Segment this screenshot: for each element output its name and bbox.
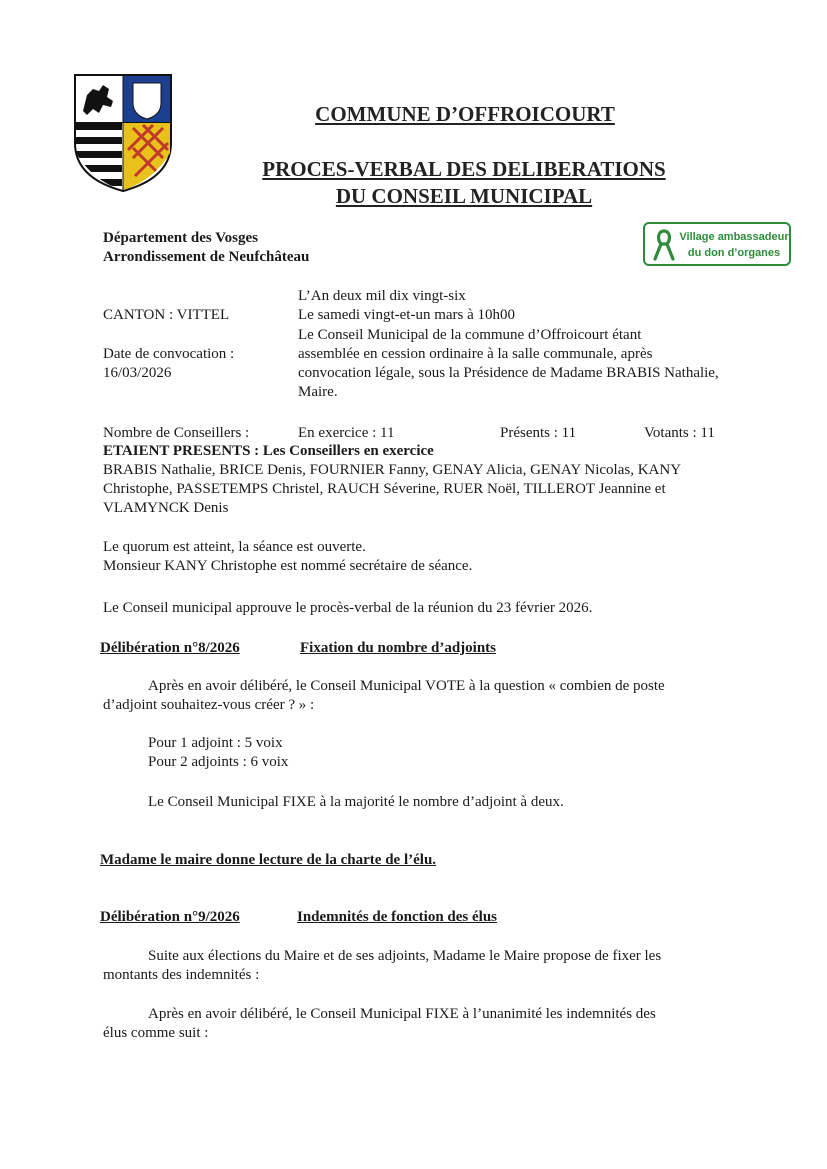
deliberation8-para1-line1: Après en avoir délibéré, le Conseil Municipal VOTE à la question « combien de poste — [148, 678, 665, 694]
presents-heading: ETAIENT PRESENTS : Les Conseillers en exercice — [103, 443, 434, 459]
deliberation9-para1-line2: montants des indemnités : — [103, 967, 260, 983]
count-en-exercice: En exercice : 11 — [298, 425, 395, 441]
deliberation8-para1-line2: d’adjoint souhaitez-vous créer ? » : — [103, 697, 315, 713]
convocation-date: 16/03/2026 — [103, 365, 172, 381]
convocation-label: Date de convocation : — [103, 346, 235, 362]
intro-line2: Le samedi vingt-et-un mars à 10h00 — [298, 307, 516, 323]
presents-line1: BRABIS Nathalie, BRICE Denis, FOURNIER Fanny, GENAY Alicia, GENAY Nicolas, KANY — [103, 462, 682, 478]
coat-of-arms-icon — [73, 73, 173, 193]
deliberation9-subject: Indemnités de fonction des élus — [297, 909, 498, 925]
organ-donation-badge — [643, 222, 791, 266]
intro-line1: L’An deux mil dix vingt-six — [298, 288, 466, 304]
presents-line2: Christophe, PASSETEMPS Christel, RAUCH Séverine, RUER Noël, TILLEROT Jeannine et — [103, 481, 666, 497]
intro-line5: convocation légale, sous la Présidence de Madame BRABIS Nathalie, — [298, 365, 719, 381]
green-ribbon-icon — [653, 229, 675, 261]
commune-title: COMMUNE D’OFFROICOURT — [315, 102, 615, 126]
deliberation9-para2-line2: élus comme suit : — [103, 1025, 209, 1041]
charte-heading: Madame le maire donne lecture de la charte de l’élu. — [100, 852, 437, 868]
badge-line1: Village ambassadeur — [679, 231, 789, 243]
deliberation9-number: Délibération n°9/2026 — [100, 909, 240, 925]
counts-label: Nombre de Conseillers : — [103, 425, 250, 441]
count-presents: Présents : 11 — [500, 425, 577, 441]
intro-line4: assemblée en cession ordinaire à la salle communale, après — [298, 346, 653, 362]
canton: CANTON : VITTEL — [103, 307, 230, 323]
approval-text: Le Conseil municipal approuve le procès-verbal de la réunion du 23 février 2026. — [103, 600, 593, 616]
quorum-line1: Le quorum est atteint, la séance est ouverte. — [103, 539, 366, 555]
departement: Département des Vosges — [103, 230, 258, 246]
quorum-line2: Monsieur KANY Christophe est nommé secrétaire de séance. — [103, 558, 473, 574]
deliberation8-vote1: Pour 1 adjoint : 5 voix — [148, 735, 283, 751]
deliberation9-para2-line1: Après en avoir délibéré, le Conseil Municipal FIXE à l’unanimité les indemnités des — [148, 1006, 656, 1022]
intro-line3: Le Conseil Municipal de la commune d’Offroicourt étant — [298, 327, 642, 343]
arrondissement: Arrondissement de Neufchâteau — [103, 249, 310, 265]
deliberation8-subject: Fixation du nombre d’adjoints — [300, 640, 497, 656]
deliberation8-vote2: Pour 2 adjoints : 6 voix — [148, 754, 289, 770]
count-votants: Votants : 11 — [644, 425, 715, 441]
pv-title-line1: PROCES-VERBAL DES DELIBERATIONS — [262, 157, 666, 181]
deliberation9-para1-line1: Suite aux élections du Maire et de ses adjoints, Madame le Maire propose de fixer les — [148, 948, 662, 964]
pv-title-line2: DU CONSEIL MUNICIPAL — [335, 184, 593, 208]
presents-line3: VLAMYNCK Denis — [103, 500, 229, 516]
deliberation8-number: Délibération n°8/2026 — [100, 640, 240, 656]
intro-line6: Maire. — [298, 384, 338, 400]
badge-line2: du don d’organes — [687, 247, 781, 259]
deliberation8-conclusion: Le Conseil Municipal FIXE à la majorité le nombre d’adjoint à deux. — [148, 794, 564, 810]
